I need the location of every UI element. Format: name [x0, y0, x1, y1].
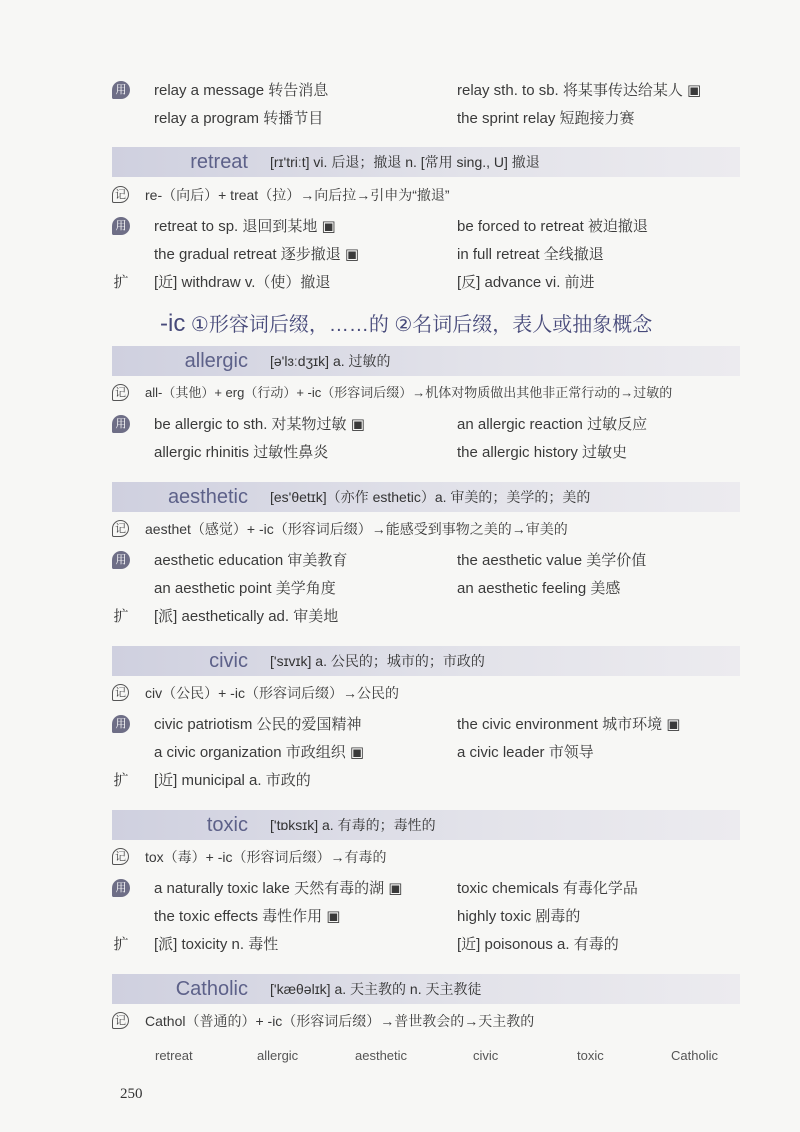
extend-icon: 扩	[113, 273, 129, 291]
footer-word: aesthetic	[355, 1048, 408, 1063]
usage-example: toxic chemicals 有毒化学品	[457, 880, 638, 897]
usage-row	[112, 712, 740, 738]
headword: aesthetic	[167, 486, 248, 508]
memory-icon: 记	[112, 520, 129, 537]
usage-example: a civic leader 市领导	[457, 744, 594, 761]
usage-row	[112, 876, 740, 902]
extend-row	[112, 932, 740, 958]
extend-icon: 扩	[113, 771, 129, 789]
usage-icon: 用	[112, 217, 130, 235]
definition: ['sɪvɪk] a. 公民的；城市的；市政的	[270, 653, 485, 669]
etymology: all-（其他）+ erg（行动）+ -ic（形容词后缀）→机体对物质做出其他非正常行动的→过敏的	[145, 385, 673, 400]
headword-band-toxic	[112, 810, 740, 840]
definition: ['kæθəlɪk] a. 天主教的 n. 天主教徒	[270, 981, 482, 997]
headword: civic	[209, 650, 248, 672]
memory-icon: 记	[112, 186, 129, 203]
memory-row	[112, 680, 740, 706]
usage-row	[112, 440, 740, 466]
usage-row	[112, 412, 740, 438]
usage-row	[112, 904, 740, 930]
affix-title	[160, 308, 652, 338]
usage-example: a civic organization 市政组织 ▣	[154, 744, 365, 761]
usage-example: in full retreat 全线撤退	[457, 246, 604, 263]
etymology: civ（公民）+ -ic（形容词后缀）→公民的	[145, 685, 399, 701]
footer-word: civic	[473, 1048, 499, 1063]
related-word: [近] poisonous a. 有毒的	[457, 936, 619, 953]
memory-icon: 记	[112, 384, 129, 401]
usage-row	[112, 214, 740, 240]
related-word: [近] withdraw v.（使）撤退	[154, 274, 331, 291]
etymology: re-（向后）+ treat（拉）→向后拉→引申为“撤退”	[145, 187, 450, 203]
usage-example: the sprint relay 短跑接力赛	[457, 110, 635, 127]
extend-row	[112, 604, 740, 630]
usage-row	[112, 78, 740, 104]
etymology: aesthet（感觉）+ -ic（形容词后缀）→能感受到事物之美的→审美的	[145, 521, 568, 537]
usage-icon: 用	[112, 551, 130, 569]
extend-row	[112, 270, 740, 296]
extend-icon: 扩	[113, 935, 129, 953]
usage-example: a naturally toxic lake 天然有毒的湖 ▣	[154, 880, 403, 897]
affix-label: -ic	[160, 310, 186, 337]
usage-icon: 用	[112, 415, 130, 433]
usage-example: the civic environment 城市环境 ▣	[457, 716, 681, 733]
usage-example: relay sth. to sb. 将某事传达给某人 ▣	[457, 82, 702, 99]
headword-band-allergic	[112, 346, 740, 376]
related-word: [反] advance vi. 前进	[457, 274, 595, 291]
usage-example: an aesthetic point 美学角度	[154, 580, 336, 597]
related-word: [近] municipal a. 市政的	[154, 772, 311, 789]
page-number: 250	[120, 1086, 143, 1102]
memory-row	[112, 516, 740, 542]
usage-example: allergic rhinitis 过敏性鼻炎	[154, 444, 329, 461]
usage-example: relay a message 转告消息	[154, 82, 329, 99]
usage-example: an allergic reaction 过敏反应	[457, 416, 648, 433]
headword-band-retreat	[112, 147, 740, 177]
headword-band-aesthetic	[112, 482, 740, 512]
footer-word: allergic	[257, 1048, 299, 1063]
usage-example: aesthetic education 审美教育	[154, 552, 348, 569]
usage-row	[112, 548, 740, 574]
usage-row	[112, 740, 740, 766]
memory-row	[112, 182, 740, 208]
usage-example: an aesthetic feeling 美感	[457, 580, 621, 597]
headword: Catholic	[175, 978, 248, 1000]
usage-row	[112, 242, 740, 268]
usage-example: civic patriotism 公民的爱国精神	[154, 716, 362, 733]
memory-icon: 记	[112, 848, 129, 865]
usage-example: be forced to retreat 被迫撤退	[457, 218, 648, 235]
headword-band-civic	[112, 646, 740, 676]
memory-row	[112, 380, 740, 406]
usage-row	[112, 576, 740, 602]
usage-example: the aesthetic value 美学价值	[457, 552, 647, 569]
memory-row	[112, 1008, 740, 1034]
headword: retreat	[190, 151, 248, 173]
footer-word: toxic	[577, 1048, 604, 1063]
extend-row	[112, 768, 740, 794]
memory-icon: 记	[112, 684, 129, 701]
usage-icon: 用	[112, 81, 130, 99]
usage-icon: 用	[112, 715, 130, 733]
memory-row	[112, 844, 740, 870]
definition: [ə'lɜːdʒɪk] a. 过敏的	[270, 353, 391, 369]
usage-example: the toxic effects 毒性作用 ▣	[154, 908, 341, 925]
headword-band-catholic	[112, 974, 740, 1004]
etymology: tox（毒）+ -ic（形容词后缀）→有毒的	[145, 849, 387, 865]
usage-example: the gradual retreat 逐步撤退 ▣	[154, 246, 360, 263]
headword: toxic	[206, 814, 248, 836]
memory-icon: 记	[112, 1012, 129, 1029]
usage-example: the allergic history 过敏史	[457, 444, 628, 461]
usage-example: retreat to sp. 退回到某地 ▣	[154, 218, 336, 235]
footer-word: Catholic	[671, 1048, 718, 1063]
usage-row	[112, 106, 740, 132]
usage-example: highly toxic 剧毒的	[457, 908, 581, 925]
definition: ['tɒksɪk] a. 有毒的；毒性的	[270, 817, 436, 833]
headword: allergic	[184, 350, 248, 372]
etymology: Cathol（普通的）+ -ic（形容词后缀）→普世教会的→天主教的	[145, 1013, 535, 1029]
affix-description: ①形容词后缀，……的 ②名词后缀，表人或抽象概念	[185, 314, 653, 336]
usage-icon: 用	[112, 879, 130, 897]
usage-example: be allergic to sth. 对某物过敏 ▣	[154, 416, 365, 433]
footer-word: retreat	[155, 1048, 193, 1063]
definition: [es'θetɪk]（亦作 esthetic）a. 审美的；美学的；美的	[270, 489, 591, 505]
usage-example: relay a program 转播节目	[154, 110, 324, 127]
definition: [rɪ'triːt] vi. 后退；撤退 n. [常用 sing., U] 撤退	[270, 154, 540, 170]
footer-word-strip	[155, 1048, 735, 1068]
related-word: [派] toxicity n. 毒性	[154, 936, 279, 953]
related-word: [派] aesthetically ad. 审美地	[154, 608, 339, 625]
extend-icon: 扩	[113, 607, 129, 625]
